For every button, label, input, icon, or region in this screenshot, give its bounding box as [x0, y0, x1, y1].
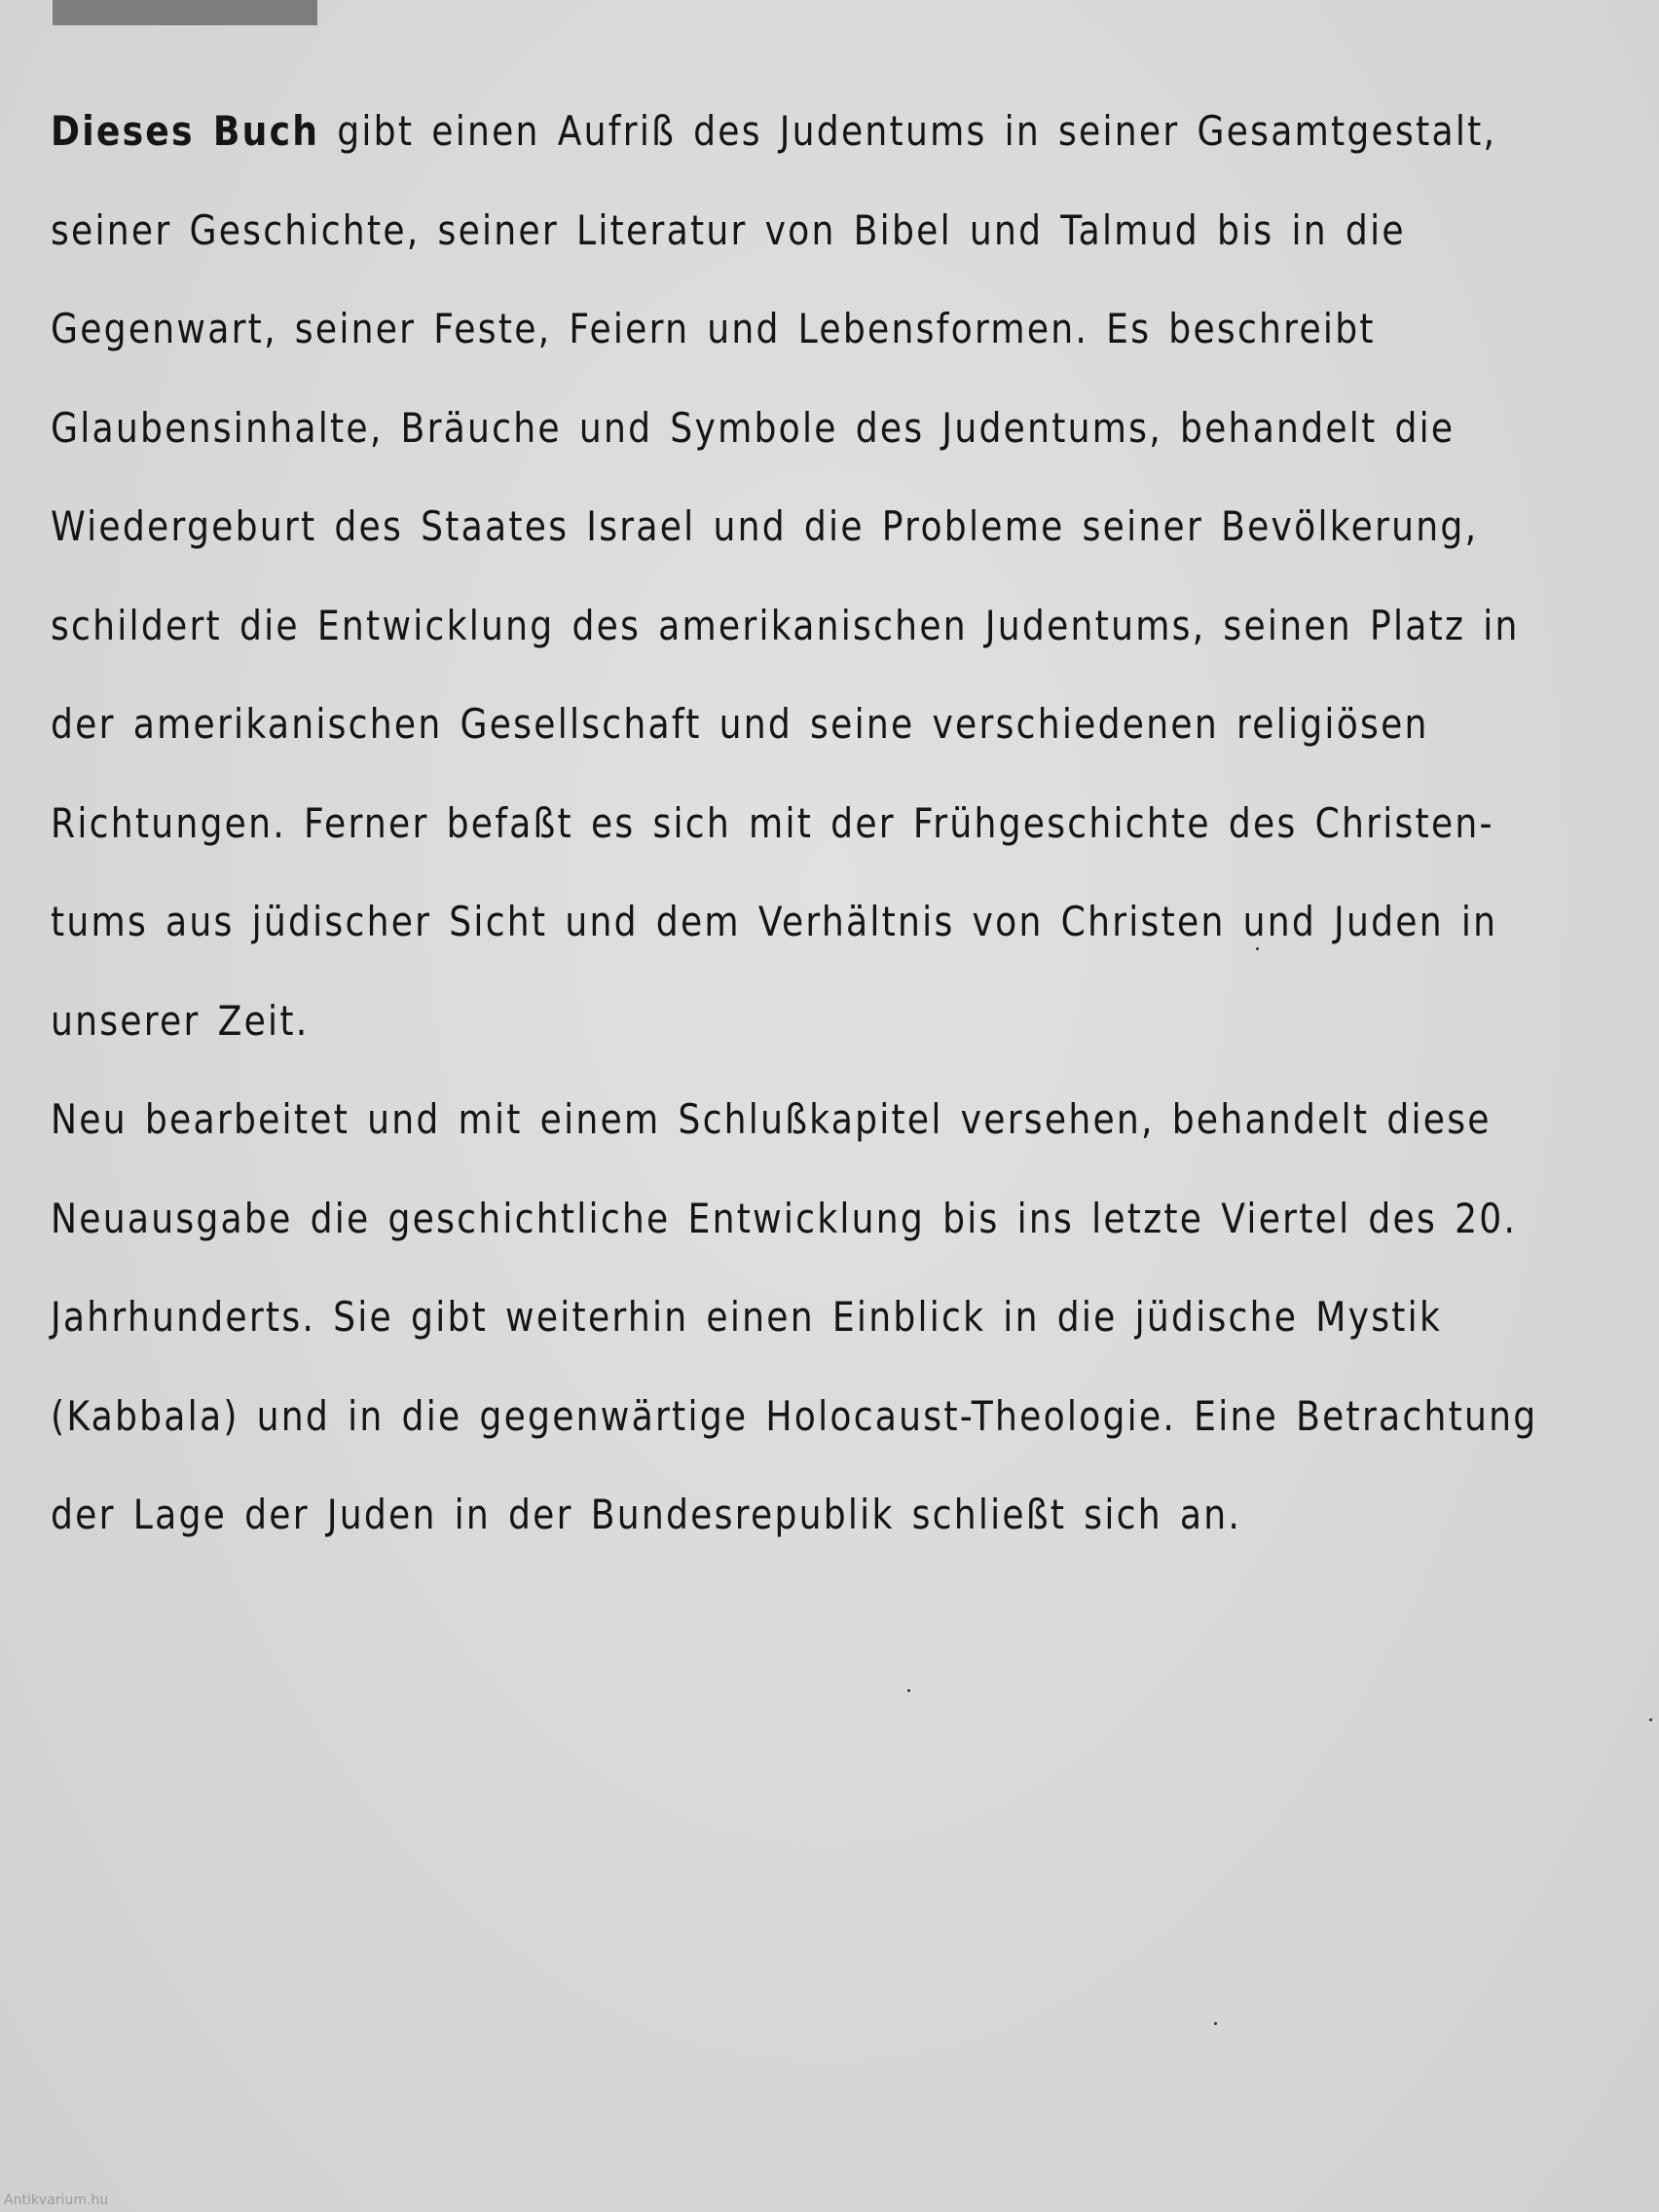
- paper-speck: [1214, 2022, 1217, 2025]
- blurb-line-10: unserer Zeit.: [51, 996, 310, 1045]
- paper-speck: [907, 1689, 910, 1692]
- blurb-line-9: tums aus jüdischer Sicht und dem Verhältnis von Christen und Juden in: [51, 898, 1498, 945]
- blurb-line-8: Richtungen. Ferner befaßt es sich mit der Frühgeschichte des Christen-: [51, 798, 1494, 847]
- blurb-line-6: schildert die Entwicklung des amerikanischen Judentums, seinen Platz in: [51, 601, 1520, 649]
- paper-speck: [1256, 947, 1259, 950]
- blurb-line-2: seiner Geschichte, seiner Literatur von Bibel und Talmud bis in die: [51, 205, 1406, 254]
- blurb-text: [51, 82, 1628, 1565]
- blurb-line-1-text: gibt einen Aufriß des Judentums in seiner Gesamtgestalt,: [319, 107, 1497, 155]
- blurb-line-13: Jahrhunderts. Sie gibt weiterhin einen Einblick in die jüdische Mystik: [51, 1293, 1443, 1341]
- blurb-line-11: Neu bearbeitet und mit einem Schlußkapitel versehen, behandelt diese: [51, 1095, 1492, 1143]
- blurb-line-7: der amerikanischen Gesellschaft und seine verschiedenen religiösen: [51, 700, 1429, 748]
- blurb-line-4: Glaubensinhalte, Bräuche und Symbole des Judentums, behandelt die: [51, 403, 1456, 452]
- blurb-lead: Dieses Buch: [51, 107, 320, 155]
- blurb-line-12: Neuausgabe die geschichtliche Entwicklung bis ins letzte Viertel des 20.: [51, 1194, 1518, 1242]
- top-gray-bar: [53, 0, 317, 25]
- blurb-line-3: Gegenwart, seiner Feste, Feiern und Lebensformen. Es beschreibt: [51, 305, 1376, 352]
- blurb-line-5: Wiedergeburt des Staates Israel und die Probleme seiner Bevölkerung,: [51, 502, 1479, 550]
- watermark: Antikvarium.hu: [4, 2193, 109, 2208]
- blurb-line-15: der Lage der Juden in der Bundesrepublik schließt sich an.: [51, 1491, 1242, 1538]
- blurb-line-1: [51, 82, 1497, 181]
- blurb-line-14: (Kabbala) und in die gegenwärtige Holocaust-Theologie. Eine Betrachtung: [51, 1391, 1538, 1440]
- paper-speck: [1649, 1718, 1652, 1721]
